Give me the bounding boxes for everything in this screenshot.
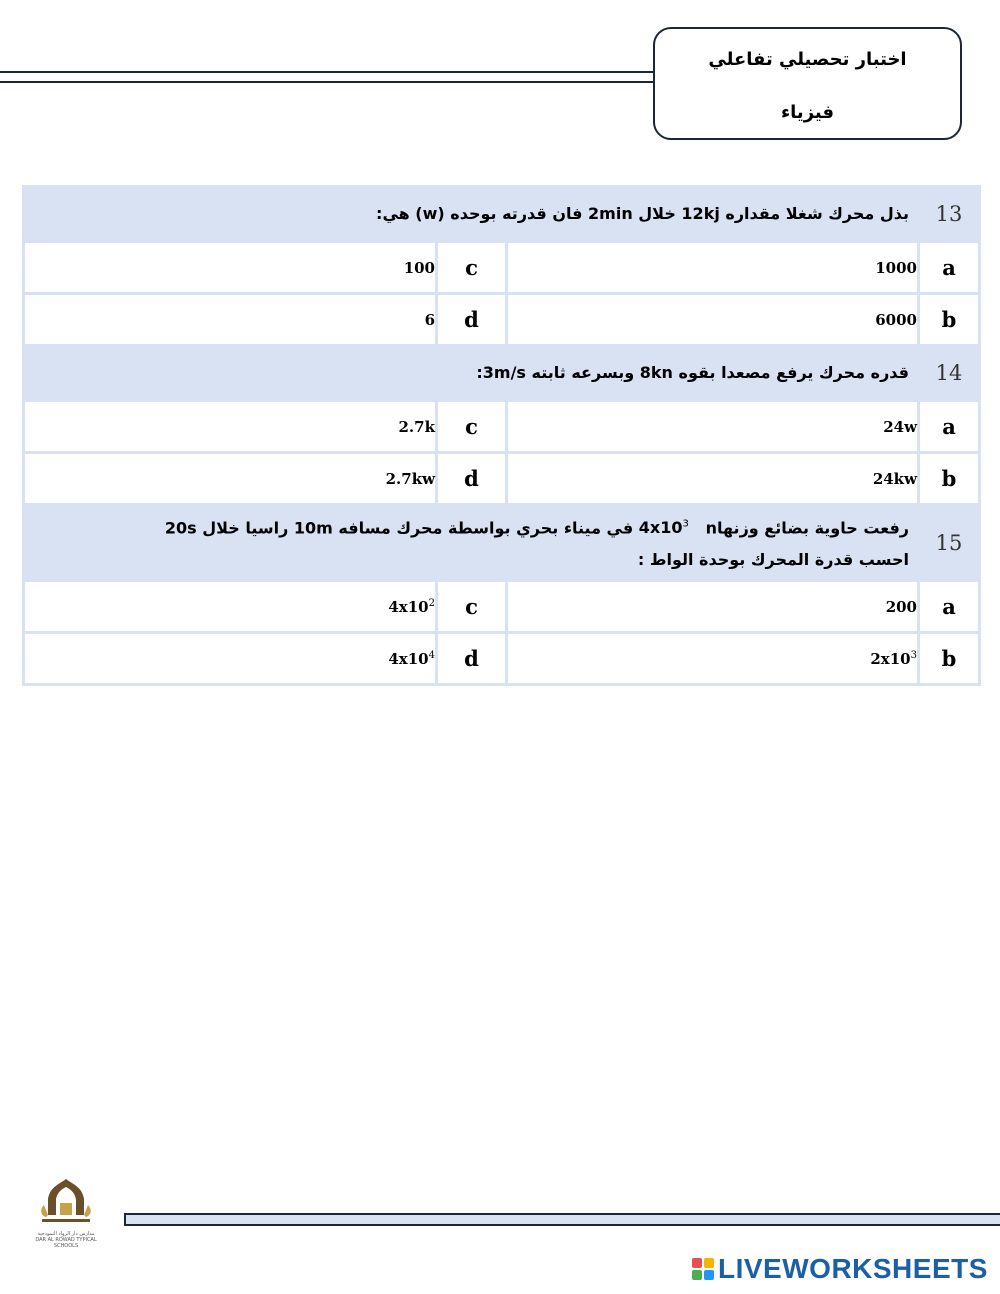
- math-base: 4x10: [388, 649, 429, 668]
- option-d-letter: d: [437, 633, 507, 685]
- liveworksheets-icon: [692, 1258, 714, 1280]
- option-b-value[interactable]: [507, 633, 919, 685]
- math-power: 2: [428, 597, 435, 609]
- math-power: 3: [910, 649, 917, 661]
- option-d-value[interactable]: 6: [24, 294, 437, 346]
- option-b-value[interactable]: 6000: [507, 294, 919, 346]
- option-d-letter: d: [437, 294, 507, 346]
- option-a-value[interactable]: 24w: [507, 401, 919, 453]
- header-rule: [0, 71, 656, 83]
- option-a-value[interactable]: 1000: [507, 242, 919, 294]
- option-row: [24, 294, 980, 346]
- question-number: 14: [919, 346, 980, 401]
- question-text-part: رفعت حاوية بضائع وزنها: [716, 518, 909, 538]
- question-number: 15: [919, 505, 980, 581]
- weight-unit: n: [705, 518, 717, 538]
- math-base: 2x10: [870, 649, 911, 668]
- school-name-en: DAR AL ROWAD TYPICAL SCHOOLS: [35, 1237, 97, 1249]
- option-b-value[interactable]: 24kw: [507, 453, 919, 505]
- option-row: [24, 401, 980, 453]
- option-a-letter: a: [919, 401, 980, 453]
- question-math: [639, 518, 689, 537]
- question-row-14: [24, 346, 980, 401]
- school-name: مدارس دار الرواد النموذجية: [37, 1231, 95, 1237]
- option-row: [24, 633, 980, 685]
- question-text: بذل محرك شغلا مقداره 12kj خلال 2min فان قدرته بوحده (w) هي:: [24, 187, 919, 242]
- option-c-value[interactable]: 100: [24, 242, 437, 294]
- math-power: 4: [428, 649, 435, 661]
- option-c-value[interactable]: [24, 581, 437, 633]
- option-b-letter: b: [919, 633, 980, 685]
- question-line-1: [33, 509, 909, 544]
- question-row-13: [24, 187, 980, 242]
- subject-title: فيزياء: [780, 102, 835, 123]
- footer-bar: [124, 1213, 1000, 1226]
- question-text: [24, 505, 919, 581]
- brand-name: LIVEWORKSHEETS: [718, 1253, 988, 1284]
- option-d-letter: d: [437, 453, 507, 505]
- title-box: [653, 27, 962, 140]
- option-c-letter: c: [437, 581, 507, 633]
- school-logo: [30, 1175, 102, 1247]
- option-row: [24, 581, 980, 633]
- liveworksheets-logo[interactable]: [692, 1254, 988, 1284]
- option-row: [24, 453, 980, 505]
- option-c-value[interactable]: 2.7k: [24, 401, 437, 453]
- question-text: قدره محرك يرفع مصعدا بقوه 8kn وبسرعه ثابته 3m/s:: [24, 346, 919, 401]
- math-base: 4x10: [388, 597, 429, 616]
- option-a-letter: a: [919, 242, 980, 294]
- question-text-part: في ميناء بحري بواسطة محرك مسافه 10m راسيا خلال 20s: [164, 518, 634, 538]
- school-emblem-icon: [36, 1175, 96, 1227]
- option-c-letter: c: [437, 401, 507, 453]
- option-b-letter: b: [919, 294, 980, 346]
- question-row-15: [24, 505, 980, 581]
- option-row: [24, 242, 980, 294]
- math-power: 3: [682, 518, 689, 530]
- question-weight: [706, 518, 717, 537]
- option-b-letter: b: [919, 453, 980, 505]
- math-base: 4x10: [638, 518, 683, 538]
- option-a-value[interactable]: 200: [507, 581, 919, 633]
- question-line-2: احسب قدرة المحرك بوحدة الواط :: [637, 550, 909, 570]
- exam-title: اختبار تحصيلي تفاعلي: [708, 49, 907, 70]
- option-d-value[interactable]: 2.7kw: [24, 453, 437, 505]
- question-number: 13: [919, 187, 980, 242]
- option-c-letter: c: [437, 242, 507, 294]
- option-a-letter: a: [919, 581, 980, 633]
- questions-table: [22, 185, 981, 686]
- option-d-value[interactable]: [24, 633, 437, 685]
